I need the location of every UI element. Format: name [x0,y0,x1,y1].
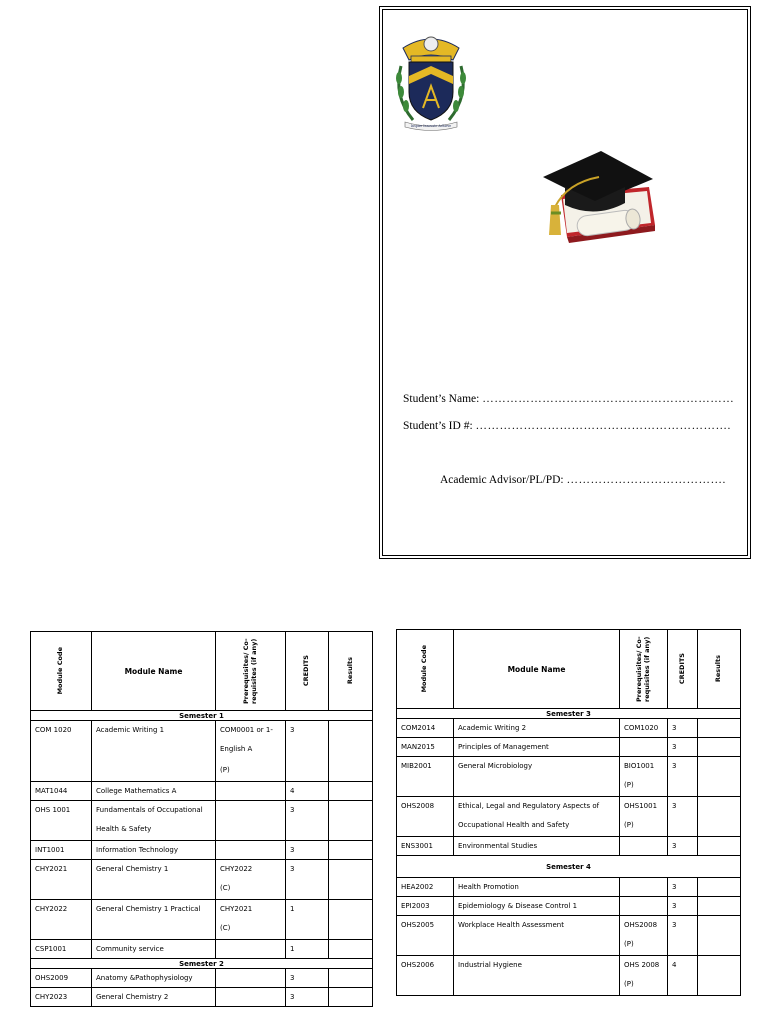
prerequisite-text: (P) [220,766,230,774]
module-code-text: OHS2005 [401,921,435,929]
prerequisite-text: COM1020 [624,724,659,732]
semester-3-rows [397,719,741,856]
credits-cell [668,956,698,996]
module-code-cell [397,797,454,837]
module-name-cell [454,956,620,996]
module-code-text: COM2014 [401,724,436,732]
header-credits: CREDITS [677,653,686,685]
module-code-cell [397,719,454,738]
module-code-cell [31,860,92,900]
crest-motto: Inspire Innovate Achieve [410,124,452,128]
prerequisite-cell [216,969,286,988]
module-code-cell [397,757,454,797]
module-name-cell [92,801,216,841]
table-row [397,956,741,996]
results-cell [329,860,373,900]
header-results: Results [714,655,723,683]
credits-cell [286,801,329,841]
module-code-cell [397,956,454,996]
module-code-cell [397,738,454,757]
graduation-cap-image [521,143,657,249]
results-cell [329,721,373,782]
prerequisite-cell [620,837,668,856]
module-code-cell [31,841,92,860]
header-module-name: Module Name [454,630,620,709]
module-name-text: Academic Writing 1 [96,726,165,734]
credits-text: 1 [290,905,295,913]
prerequisite-cell [216,841,286,860]
cover-page [379,6,751,559]
results-cell [698,837,741,856]
prerequisite-cell [216,940,286,959]
module-name-cell [92,900,216,940]
module-code-text: CHY2021 [35,865,68,873]
left-module-table [30,631,373,1007]
table-row [397,719,741,738]
results-cell [329,969,373,988]
module-name-text: General Chemistry 1 [96,865,169,873]
table-row [397,738,741,757]
table-row [31,860,373,900]
module-code-cell [397,897,454,916]
table-row [397,797,741,837]
table-row [397,878,741,897]
prerequisite-text: COM0001 or 1- [220,726,273,734]
prerequisite-cell [216,782,286,801]
credits-cell [668,897,698,916]
module-code-cell [31,988,92,1007]
student-name-field[interactable] [403,393,734,405]
credits-cell [286,782,329,801]
module-name-text: Principles of Management [458,743,549,751]
module-name-cell [454,797,620,837]
header-module-code: Module Code [56,647,65,695]
credits-cell [668,738,698,757]
academic-advisor-field[interactable] [440,474,726,486]
credits-cell [668,916,698,956]
module-code-text: CHY2023 [35,993,68,1001]
credits-text: 1 [290,945,295,953]
table-row [31,900,373,940]
module-code-text: CSP1001 [35,945,67,953]
module-name-text: General Chemistry 1 Practical [96,905,201,913]
credits-cell [668,719,698,738]
module-code-cell [397,878,454,897]
credits-text: 3 [290,865,295,873]
module-name-cell [454,837,620,856]
module-name-cell [454,738,620,757]
prerequisite-cell [216,801,286,841]
module-code-cell [397,916,454,956]
header-module-name: Module Name [92,632,216,711]
credits-text: 3 [290,846,295,854]
module-code-text: MAT1044 [35,787,68,795]
credits-cell [668,757,698,797]
student-name-dots: ……………………………………………………… [482,393,735,405]
prerequisite-text: English A [220,745,253,753]
prerequisite-cell [620,738,668,757]
cover-inner-border [382,9,748,556]
module-code-text: OHS2008 [401,802,435,810]
semester-3-heading: Semester 3 [397,709,741,719]
credits-cell [286,721,329,782]
results-cell [329,988,373,1007]
module-name-cell [92,988,216,1007]
prerequisite-text: (C) [220,924,231,932]
results-cell [329,801,373,841]
module-name-cell [92,940,216,959]
prerequisite-cell [620,757,668,797]
prerequisite-cell [620,878,668,897]
credits-text: 3 [290,726,295,734]
prerequisite-text: (P) [624,940,634,948]
module-code-cell [31,940,92,959]
table-row [31,988,373,1007]
table-header-row [397,630,741,709]
prerequisite-text: OHS 2008 [624,961,660,969]
module-code-cell [31,721,92,782]
credits-text: 3 [672,802,677,810]
student-name-label: Student’s Name: [403,393,480,405]
prerequisite-text: CHY2021 [220,905,253,913]
results-cell [698,738,741,757]
results-cell [698,897,741,916]
table-row [397,897,741,916]
prerequisite-text: (C) [220,884,231,892]
credits-cell [668,797,698,837]
academic-advisor-label: Academic Advisor/PL/PD: [440,474,564,486]
header-prerequisites: Prerequisites/ Co-requisites (if any) [634,636,651,702]
credits-cell [286,940,329,959]
credits-text: 3 [290,806,295,814]
module-code-text: MIB2001 [401,762,432,770]
credits-cell [286,860,329,900]
module-name-text: Community service [96,945,164,953]
credits-cell [286,841,329,860]
module-name-cell [92,860,216,900]
module-code-text: COM 1020 [35,726,72,734]
semester-4-rows [397,878,741,996]
header-module-code: Module Code [420,645,429,693]
prerequisite-text: (P) [624,781,634,789]
module-code-cell [397,837,454,856]
module-name-text: Anatomy &Pathophysiology [96,974,193,982]
module-code-text: OHS2006 [401,961,435,969]
credits-text: 4 [672,961,677,969]
module-name-cell [454,719,620,738]
table-row [31,801,373,841]
credits-text: 3 [672,743,677,751]
header-credits: CREDITS [302,655,311,687]
module-name-text: Academic Writing 2 [458,724,527,732]
credits-text: 4 [290,787,295,795]
results-cell [698,956,741,996]
table-row [31,940,373,959]
module-code-cell [31,900,92,940]
module-name-text: General Microbiology [458,762,533,770]
module-name-text: Industrial Hygiene [458,961,522,969]
prerequisite-cell [216,721,286,782]
module-name-text: General Chemistry 2 [96,993,169,1001]
module-code-text: EPI2003 [401,902,430,910]
credits-cell [286,900,329,940]
credits-text: 3 [290,993,295,1001]
module-name-cell [92,721,216,782]
module-name-cell [454,916,620,956]
prerequisite-text: CHY2022 [220,865,253,873]
module-name-text: Health Promotion [458,883,519,891]
credits-text: 3 [672,902,677,910]
credits-text: 3 [672,762,677,770]
results-cell [698,878,741,897]
results-cell [329,900,373,940]
prerequisite-cell [620,797,668,837]
credits-text: 3 [672,921,677,929]
prerequisite-cell [620,897,668,916]
module-name-cell [454,897,620,916]
module-code-text: ENS3001 [401,842,433,850]
prerequisite-text: (P) [624,980,634,988]
header-results: Results [345,657,354,685]
table-row [31,969,373,988]
prerequisite-cell [216,900,286,940]
module-code-cell [31,801,92,841]
credits-cell [668,837,698,856]
credits-cell [286,969,329,988]
module-name-text: Occupational Health and Safety [458,821,570,829]
table-row [397,837,741,856]
results-cell [329,841,373,860]
module-code-text: INT1001 [35,846,65,854]
prerequisite-cell [216,860,286,900]
module-name-text: Epidemiology & Disease Control 1 [458,902,578,910]
credits-cell [286,988,329,1007]
prerequisite-cell [216,988,286,1007]
module-code-text: HEA2002 [401,883,434,891]
results-cell [329,940,373,959]
results-cell [329,782,373,801]
header-prerequisites: Prerequisites/ Co-requisites (if any) [241,638,258,704]
module-name-text: Information Technology [96,846,178,854]
student-id-dots: ………………………………………………………. [475,420,731,432]
prerequisite-text: (P) [624,821,634,829]
module-code-cell [31,969,92,988]
academic-advisor-dots: …………………………………. [566,474,726,486]
prerequisite-text: OHS2008 [624,921,658,929]
module-name-text: Ethical, Legal and Regulatory Aspects of [458,802,600,810]
module-code-cell [31,782,92,801]
module-code-text: OHS2009 [35,974,69,982]
module-code-text: CHY2022 [35,905,68,913]
module-name-cell [92,782,216,801]
module-name-cell [92,841,216,860]
credits-cell [668,878,698,897]
prerequisite-text: OHS1001 [624,802,658,810]
module-name-text: Fundamentals of Occupational [96,806,203,814]
prerequisite-cell [620,916,668,956]
table-row [31,782,373,801]
semester-4-heading: Semester 4 [397,856,741,878]
semester-2-heading: Semester 2 [31,959,373,969]
prerequisite-cell [620,719,668,738]
student-id-field[interactable] [403,420,731,432]
table-row [397,757,741,797]
semester-2-rows [31,969,373,1007]
results-cell [698,757,741,797]
results-cell [698,719,741,738]
table-row [31,841,373,860]
module-name-cell [92,969,216,988]
credits-text: 3 [672,883,677,891]
table-row [31,721,373,782]
results-cell [698,916,741,956]
semester-1-heading: Semester 1 [31,711,373,721]
module-name-text: College Mathematics A [96,787,177,795]
credits-text: 3 [672,724,677,732]
module-name-cell [454,878,620,897]
student-id-label: Student’s ID #: [403,420,473,432]
module-name-text: Workplace Health Assessment [458,921,564,929]
prerequisite-cell [620,956,668,996]
right-module-table [396,629,741,996]
table-row [397,916,741,956]
credits-text: 3 [290,974,295,982]
university-crest-logo [391,26,471,132]
semester-1-rows [31,721,373,959]
module-code-text: MAN2015 [401,743,435,751]
credits-text: 3 [672,842,677,850]
table-header-row [31,632,373,711]
module-name-text: Health & Safety [96,825,152,833]
results-cell [698,797,741,837]
module-code-text: OHS 1001 [35,806,71,814]
module-name-cell [454,757,620,797]
prerequisite-text: BIO1001 [624,762,655,770]
module-name-text: Environmental Studies [458,842,538,850]
